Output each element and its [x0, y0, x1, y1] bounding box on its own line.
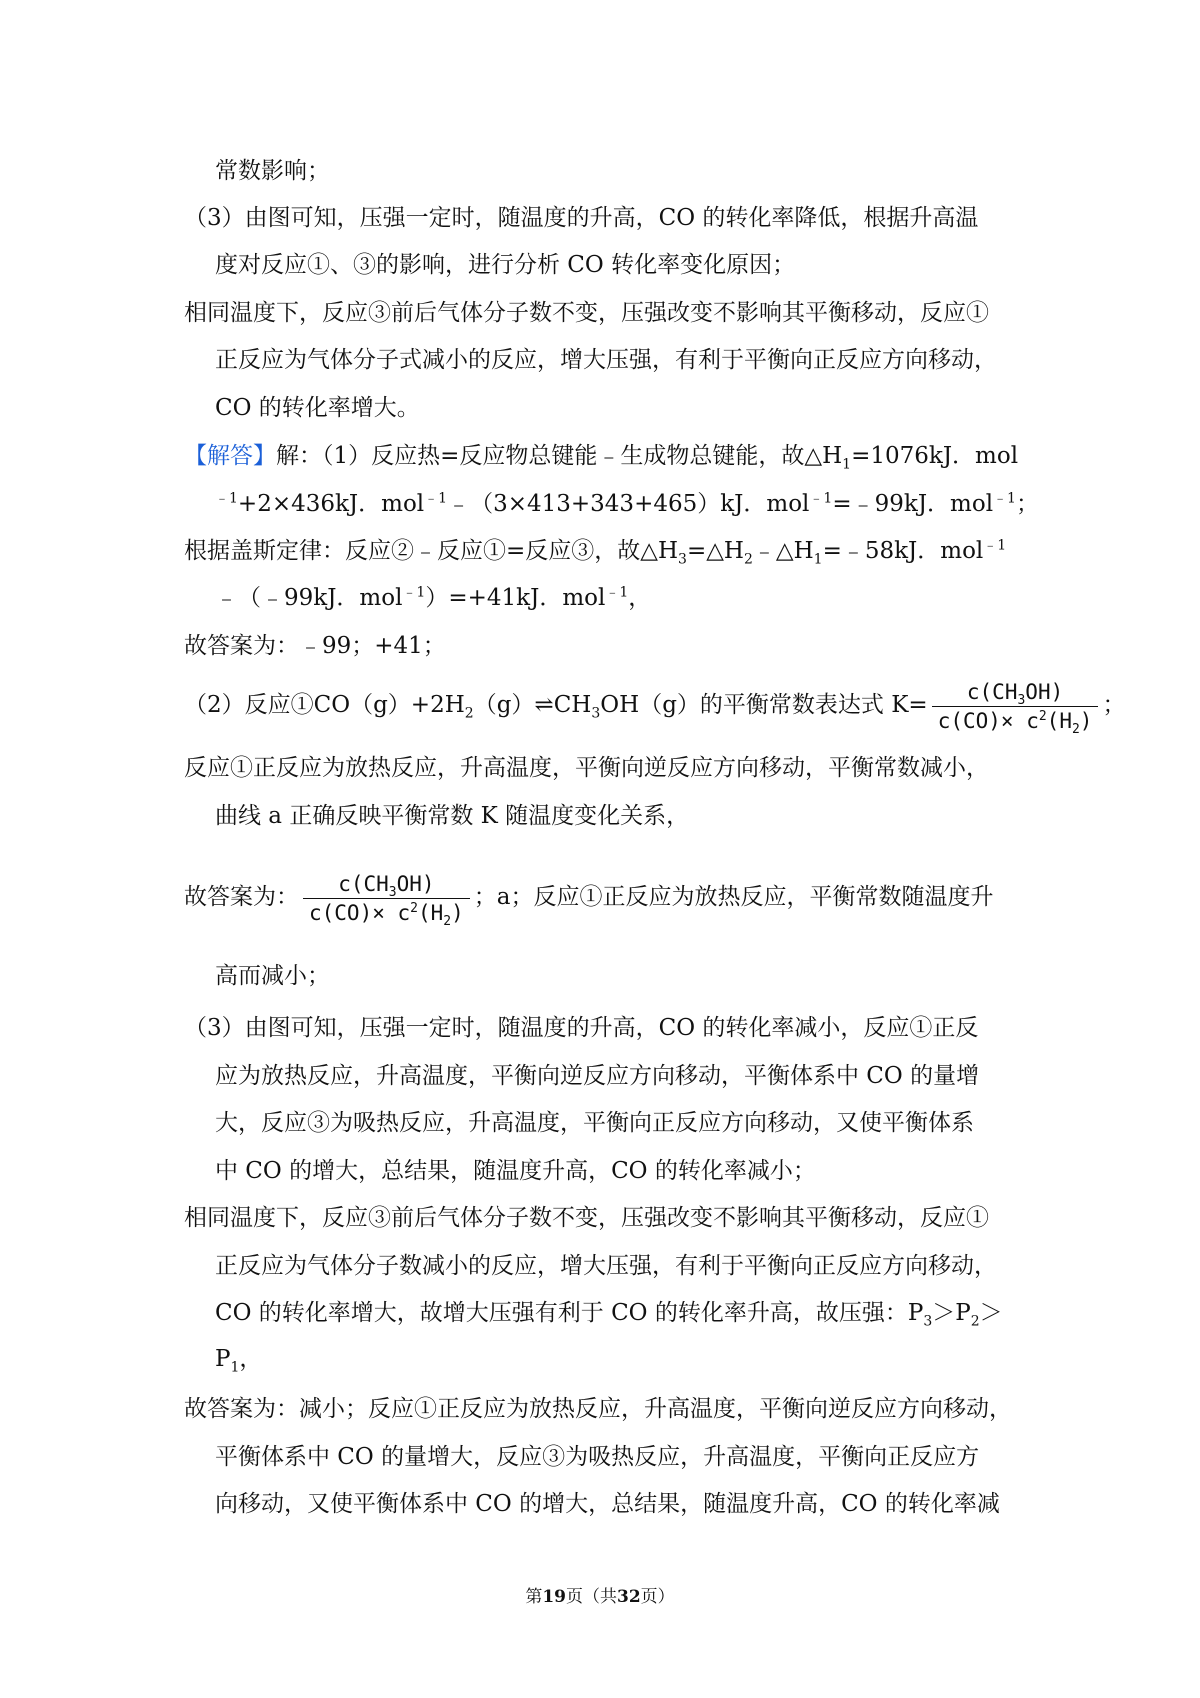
superscript: 2 [410, 900, 418, 916]
text-run: ﹣△H [752, 538, 814, 564]
text-line: 故答案为：减小；反应①正反应为放热反应，升高温度，平衡向逆反应方向移动， [184, 1396, 1012, 1422]
text-line: 向移动，又使平衡体系中 CO 的增大，总结果，随温度升高，CO 的转化率减 [215, 1491, 1000, 1517]
text-line: 相同温度下，反应③前后气体分子数不变，压强改变不影响其平衡移动，反应① [184, 1205, 989, 1231]
subscript: 1 [813, 551, 823, 568]
text-run: OH（g）的平衡常数表达式 K= [600, 692, 928, 718]
text-line: CO 的转化率增大。 [215, 395, 420, 421]
superscript: ﹣1 [993, 490, 1016, 507]
text-line: 平衡体系中 CO 的量增大，反应③为吸热反应，升高温度，平衡向正反应方 [215, 1444, 980, 1470]
subscript: 3 [388, 884, 397, 900]
superscript: ﹣1 [605, 584, 629, 601]
text-line: 常数影响； [215, 158, 330, 184]
answer-tag: 【解答】 [184, 443, 276, 469]
text-run: （g）⇌CH [473, 692, 592, 718]
text-line: 大，反应③为吸热反应，升高温度，平衡向正反应方向移动，又使平衡体系 [215, 1110, 974, 1136]
text-run: =﹣99kJ．mol [832, 491, 994, 517]
text-run: +2×436kJ．mol [237, 491, 425, 517]
text-line [215, 488, 1039, 520]
subscript: 3 [678, 551, 687, 568]
text-run: CO 的转化率增大，故增大压强有利于 CO 的转化率升高，故压强：P [215, 1300, 924, 1326]
text-run: =1076kJ．mol [851, 443, 1019, 469]
text-run: 故答案为： [184, 884, 299, 910]
text-run: ； [1102, 692, 1126, 718]
text-line: 曲线 a 正确反映平衡常数 K 随温度变化关系， [215, 803, 690, 829]
subscript: 2 [464, 705, 474, 722]
text-run: ； [1015, 491, 1039, 517]
text-run: ， [239, 1346, 263, 1372]
superscript: ﹣1 [215, 490, 238, 507]
subscript: 2 [743, 551, 753, 568]
superscript: ﹣1 [809, 490, 833, 507]
text-line: 中 CO 的增大，总结果，随温度升高，CO 的转化率减小； [215, 1158, 816, 1184]
text-run: =△H [686, 538, 744, 564]
text-run: P [215, 1346, 231, 1372]
fraction-numerator [932, 678, 1099, 707]
text-line: （3）由图可知，压强一定时，随温度的升高，CO 的转化率降低，根据升高温 [184, 205, 979, 231]
text-line [215, 582, 651, 614]
formula-line [184, 670, 1125, 740]
text-line: 度对反应①、③的影响，进行分析 CO 转化率变化原因； [215, 252, 796, 278]
text-line: （3）由图可知，压强一定时，随温度的升高，CO 的转化率减小，反应①正反 [184, 1015, 979, 1041]
text-run: ， [628, 585, 652, 611]
text-line: 高而减小； [215, 963, 330, 989]
subscript: 3 [1017, 692, 1026, 708]
footer-mid: 页（共 [566, 1587, 617, 1607]
text-line: 正反应为气体分子数减小的反应，增大压强，有利于平衡向正反应方向移动， [215, 1253, 997, 1279]
text-run: （2）反应①CO（g）+2H [184, 692, 465, 718]
subscript: 1 [842, 456, 852, 473]
text-line [215, 1297, 1003, 1329]
text-run: c(CH [338, 871, 389, 896]
superscript: ﹣1 [402, 584, 426, 601]
subscript: 2 [970, 1313, 980, 1330]
text-run: ) [451, 900, 464, 925]
text-run: ＞P [932, 1300, 971, 1326]
text-run: (H [417, 900, 444, 925]
text-run: 解：（1）反应热=反应物总键能﹣生成物总键能，故△H [276, 443, 843, 469]
page-footer [0, 1582, 1200, 1607]
fraction-numerator [303, 870, 470, 899]
text-line: 故答案为：﹣99；+41； [184, 633, 446, 659]
text-line [184, 535, 1006, 567]
text-run: OH) [1025, 679, 1064, 704]
subscript: 3 [591, 705, 601, 722]
text-run: ﹣（﹣99kJ．mol [215, 585, 403, 611]
text-run: 根据盖斯定律：反应②﹣反应①=反应③，故△H [184, 538, 679, 564]
formula-line [184, 862, 993, 932]
answer-line [184, 440, 1018, 472]
superscript: 2 [1038, 708, 1047, 724]
subscript: 3 [923, 1313, 933, 1330]
text-line [215, 1343, 262, 1375]
superscript: ﹣1 [983, 537, 1007, 554]
text-run: c(CO)× c [937, 708, 1039, 733]
subscript: 1 [230, 1359, 240, 1376]
text-run: c(CO)× c [309, 900, 411, 925]
equilibrium-constant-fraction [303, 870, 470, 927]
text-line: 反应①正反应为放热反应，升高温度，平衡向逆反应方向移动，平衡常数减小， [184, 755, 989, 781]
text-run: ＞ [979, 1300, 1003, 1326]
text-run: OH) [396, 871, 435, 896]
text-line: 相同温度下，反应③前后气体分子数不变，压强改变不影响其平衡移动，反应① [184, 300, 989, 326]
footer-suffix: 页） [640, 1587, 675, 1607]
superscript: ﹣1 [424, 490, 448, 507]
subscript: 2 [443, 913, 452, 929]
text-run: ；a；反应①正反应为放热反应，平衡常数随温度升 [473, 884, 994, 910]
text-run: (H [1046, 708, 1072, 733]
fraction-denominator [932, 707, 1099, 735]
page-number: 19 [542, 1587, 566, 1607]
text-run: ) [1079, 708, 1093, 733]
text-line: 应为放热反应，升高温度，平衡向逆反应方向移动，平衡体系中 CO 的量增 [215, 1063, 980, 1089]
text-run: ﹣（3×413+343+465）kJ．mol [447, 491, 810, 517]
text-run: ）=+41kJ．mol [425, 585, 606, 611]
total-pages: 32 [617, 1587, 641, 1607]
fraction-denominator [303, 899, 470, 927]
text-run: =﹣58kJ．mol [822, 538, 984, 564]
text-run: c(CH [966, 679, 1018, 704]
text-line: 正反应为气体分子式减小的反应，增大压强，有利于平衡向正反应方向移动， [215, 347, 997, 373]
footer-prefix: 第 [525, 1587, 543, 1607]
equilibrium-constant-fraction [932, 678, 1099, 735]
subscript: 2 [1071, 721, 1080, 737]
